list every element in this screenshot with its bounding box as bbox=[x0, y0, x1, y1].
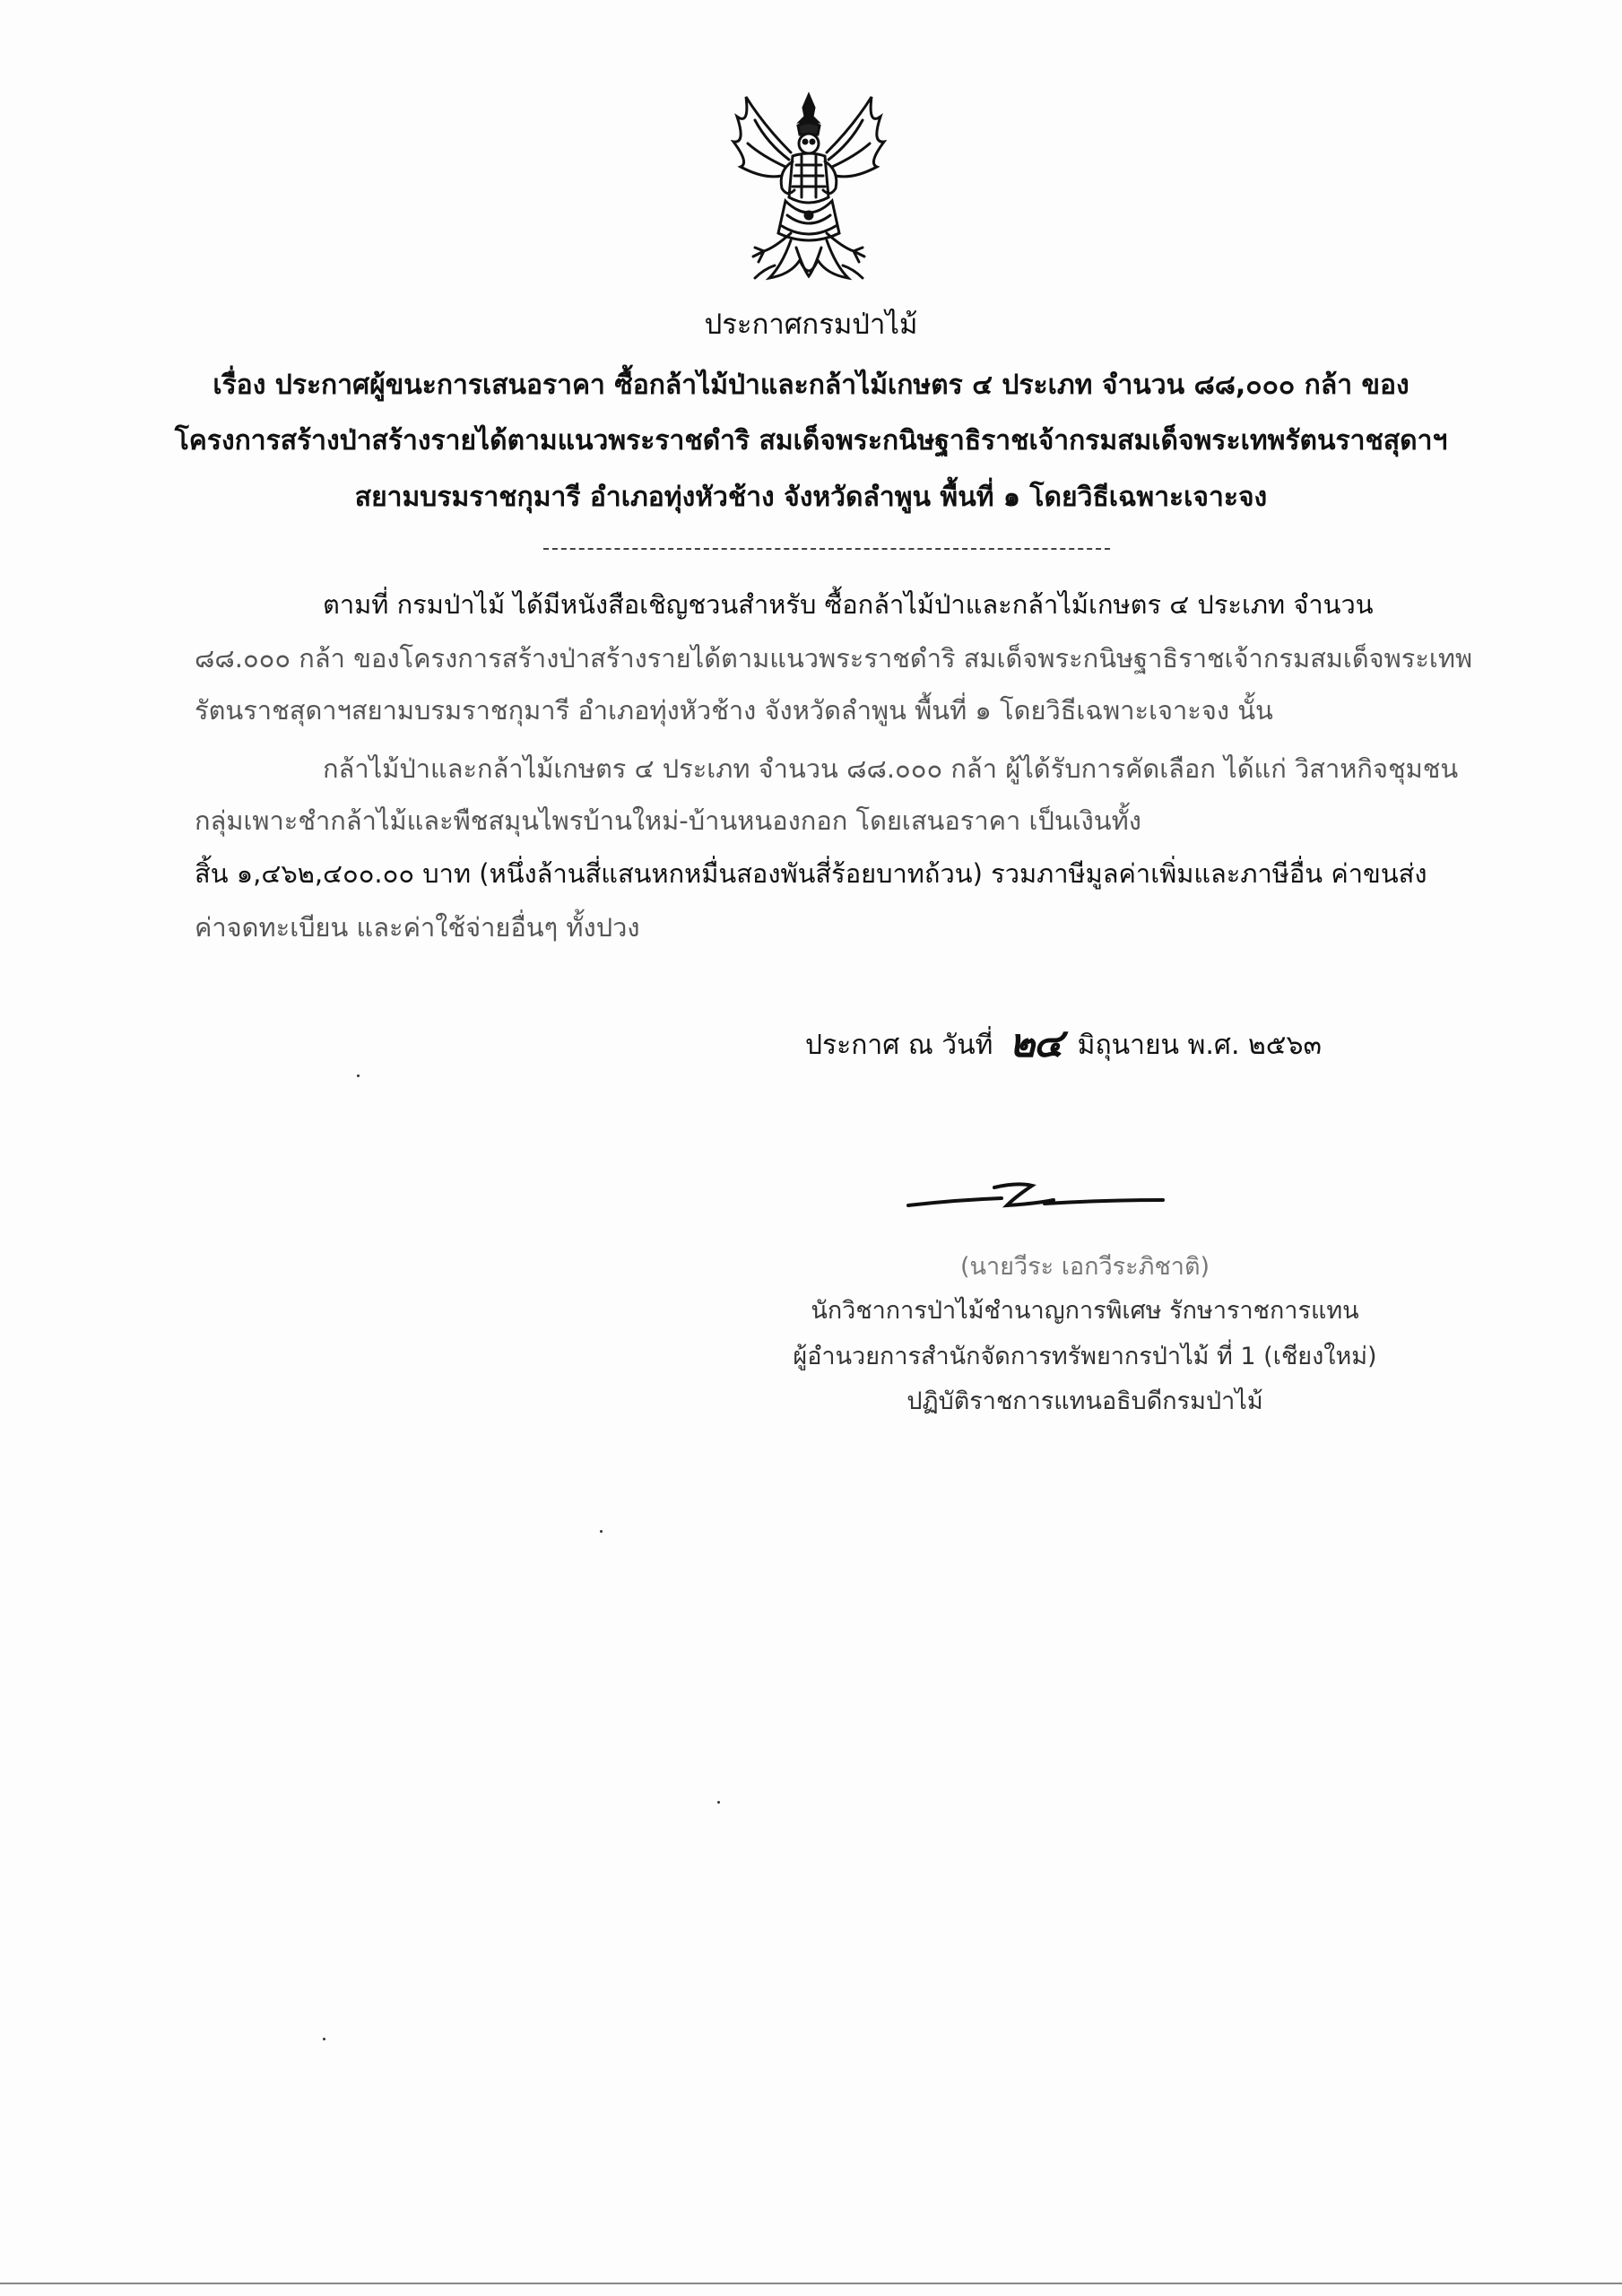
scan-speck bbox=[323, 2038, 325, 2040]
subject-line-3: สยามบรมราชกุมารี อำเภอทุ่งหัวช้าง จังหวัดลำพูน พื้นที่ ๑ โดยวิธีเฉพาะเจาะจง bbox=[354, 482, 1268, 513]
scan-speck bbox=[600, 1530, 603, 1533]
signatory-position-2: ผู้อำนวยการสำนักจัดการทรัพยากรป่าไม้ ที่ 1 (เชียงใหม่) bbox=[793, 1343, 1377, 1370]
signatory-position-3: ปฏิบัติราชการแทนอธิบดีกรมป่าไม้ bbox=[906, 1387, 1263, 1415]
garuda-emblem-icon bbox=[728, 90, 889, 289]
body-line-2: ๘๘.๐๐๐ กล้า ของโครงการสร้างป่าสร้างรายได้ตามแนวพระราชดำริ สมเด็จพระกนิษฐาธิราชเจ้ากรมสมเด็จพระเทพ bbox=[195, 643, 1473, 674]
body-line-7: ค่าจดทะเบียน และค่าใช้จ่ายอื่นๆ ทั้งปวง bbox=[195, 912, 640, 943]
scan-speck bbox=[717, 1801, 720, 1804]
body-line-6: สิ้น ๑,๔๖๒,๔๐๐.๐๐ บาท (หนึ่งล้านสี่แสนหกหมื่นสองพันสี่ร้อยบาทถ้วน) รวมภาษีมูลค่าเพิ่มและภาษีอื่น ค่าขนส่ง bbox=[195, 858, 1427, 889]
body-line-4: กล้าไม้ป่าและกล้าไม้เกษตร ๔ ประเภท จำนวน ๘๘.๐๐๐ กล้า ผู้ได้รับการคัดเลือก ได้แก่ วิสาหกิจชุมชน bbox=[323, 753, 1459, 784]
separator-rule bbox=[543, 548, 1110, 550]
date-prefix: ประกาศ ณ วันที่ bbox=[805, 1030, 993, 1061]
announcement-date bbox=[805, 1021, 1323, 1066]
subject-line-2: โครงการสร้างป่าสร้างรายได้ตามแนวพระราชดำริ สมเด็จพระกนิษฐาธิราชเจ้ากรมสมเด็จพระเทพรัตนราชสุดาฯ bbox=[174, 425, 1448, 457]
date-suffix: มิถุนายน พ.ศ. ๒๕๖๓ bbox=[1077, 1030, 1323, 1061]
handwritten-day: ๒๔ bbox=[1009, 1021, 1062, 1066]
handwritten-signature bbox=[901, 1177, 1170, 1216]
body-line-5: กลุ่มเพาะชำกล้าไม้และพืชสมุนไพรบ้านใหม่-บ้านหนองกอก โดยเสนอราคา เป็นเงินทั้ง bbox=[195, 805, 1141, 836]
body-line-3: รัตนราชสุดาฯสยามบรมราชกุมารี อำเภอทุ่งหัวช้าง จังหวัดลำพูน พื้นที่ ๑ โดยวิธีเฉพาะเจาะจง นั้น bbox=[195, 695, 1273, 726]
body-line-1: ตามที่ กรมป่าไม้ ได้มีหนังสือเชิญชวนสำหรับ ซื้อกล้าไม้ป่าและกล้าไม้เกษตร ๔ ประเภท จำนวน bbox=[323, 589, 1374, 620]
signatory-name: (นายวีระ เอกวีระภิชาติ) bbox=[959, 1253, 1210, 1281]
scan-speck bbox=[357, 1074, 360, 1077]
notice-title: ประกาศกรมป่าไม้ bbox=[704, 309, 918, 341]
subject-line-1: เรื่อง ประกาศผู้ขนะการเสนอราคา ซื้อกล้าไม้ป่าและกล้าไม้เกษตร ๔ ประเภท จำนวน ๘๘,๐๐๐ กล้า ของ bbox=[213, 370, 1409, 401]
scan-bottom-edge bbox=[0, 2283, 1622, 2284]
signatory-position-1: นักวิชาการป่าไม้ชำนาญการพิเศษ รักษาราชการแทน bbox=[811, 1297, 1359, 1325]
